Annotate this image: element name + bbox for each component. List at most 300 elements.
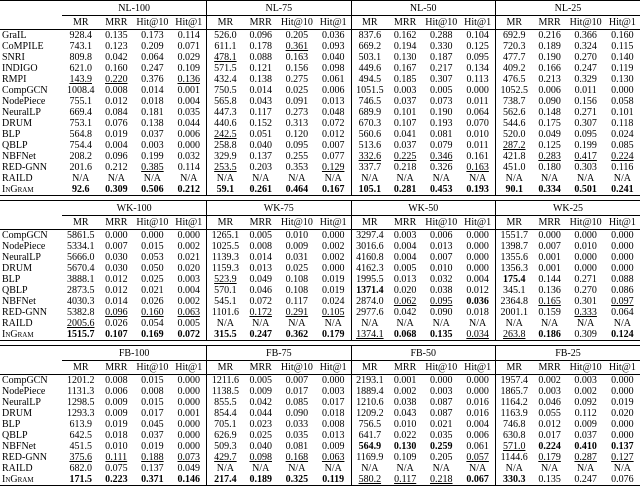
value-text: 0.225 [393, 151, 417, 162]
metric-value [422, 241, 460, 252]
metric-value [351, 329, 388, 341]
metric-value [133, 274, 171, 285]
value-text: 0.109 [177, 63, 201, 74]
table-row [0, 184, 640, 196]
value-text: 0.006 [321, 85, 345, 96]
metric-value [62, 274, 99, 285]
value-text: 0.012 [466, 285, 489, 296]
metric-value [422, 329, 460, 341]
metric-value [171, 96, 206, 107]
metric-value [351, 274, 388, 285]
value-text: 494.5 [358, 74, 382, 85]
value-text: 621.0 [69, 63, 92, 74]
metric-value [567, 230, 605, 242]
value-text: 451.0 [502, 162, 526, 173]
value-text: 0.019 [321, 285, 345, 296]
metric-value [533, 252, 567, 263]
metric-value [133, 463, 171, 474]
metric-value [495, 184, 532, 196]
metric-value [316, 52, 351, 63]
value-text: 0.117 [249, 107, 272, 118]
value-text: N/A [288, 463, 306, 474]
value-text: 0.092 [574, 397, 597, 408]
value-text: 0.015 [141, 241, 164, 252]
metric-value [244, 408, 278, 419]
method-name [0, 129, 62, 140]
value-text: 0.270 [574, 285, 597, 296]
metric-value [351, 430, 388, 441]
value-text: 0.075 [105, 463, 128, 474]
metric-value [316, 452, 351, 463]
metric-header: MRR [249, 17, 272, 28]
value-text: 0.000 [177, 375, 201, 386]
value-text: 447.3 [214, 107, 237, 118]
value-text: 0.041 [393, 129, 417, 140]
metric-value [207, 375, 244, 387]
value-text: 0.001 [538, 263, 561, 274]
value-text: 0.017 [141, 408, 164, 419]
metric-value [244, 274, 278, 285]
value-text: 0.007 [105, 241, 128, 252]
metric-value [605, 285, 640, 296]
value-text: 0.138 [141, 118, 164, 129]
metric-value [62, 285, 99, 296]
metric-value [99, 41, 133, 52]
value-text: 0.090 [430, 307, 453, 318]
value-text: 0.002 [321, 252, 345, 263]
value-text: 0.019 [321, 274, 345, 285]
value-text: 0.000 [574, 230, 597, 241]
value-text: 0.187 [430, 52, 453, 63]
value-text: 0.156 [285, 63, 309, 74]
metric-value [62, 74, 99, 85]
metric-value [244, 129, 278, 140]
value-text: 0.175 [538, 118, 561, 129]
metric-header: MRR [394, 362, 417, 373]
metric-value [278, 296, 316, 307]
metric-value [422, 184, 460, 196]
value-text: 0.101 [393, 107, 417, 118]
metric-value [207, 430, 244, 441]
value-text: 0.085 [611, 140, 634, 151]
metric-value [422, 252, 460, 263]
value-text: 0.140 [611, 52, 634, 63]
metric-value [567, 285, 605, 296]
metric-value [351, 307, 388, 318]
value-text: N/A [324, 318, 342, 329]
value-text: 0.064 [141, 52, 164, 63]
value-text: 0.021 [141, 285, 164, 296]
metric-value [278, 463, 316, 474]
value-text: 1551.7 [500, 230, 528, 241]
value-text: 0.146 [177, 474, 201, 485]
metric-value [567, 296, 605, 307]
method-name [0, 118, 62, 129]
metric-value [171, 140, 206, 151]
value-text: 0.017 [285, 386, 309, 397]
value-text: 0.019 [105, 419, 128, 430]
metric-value [316, 430, 351, 441]
metric-value [460, 129, 495, 140]
metric-header: Hit@1 [608, 217, 636, 228]
metric-header: Hit@10 [425, 217, 458, 228]
method-label: RED-GNN [2, 452, 47, 463]
value-text: 0.042 [105, 52, 128, 63]
value-text: 526.0 [214, 30, 237, 41]
value-text: 0.000 [177, 386, 201, 397]
metric-value [207, 74, 244, 85]
metric-value [460, 285, 495, 296]
value-text: 754.4 [69, 140, 92, 151]
value-text: 0.073 [177, 452, 201, 463]
metric-value [605, 408, 640, 419]
metric-value [244, 329, 278, 341]
metric-value [495, 230, 532, 242]
value-text: 0.033 [285, 419, 309, 430]
metric-value [244, 173, 278, 184]
metric-value [99, 285, 133, 296]
value-text: 0.205 [285, 30, 309, 41]
metric-value [316, 274, 351, 285]
metric-value [605, 74, 640, 85]
value-text: 0.273 [285, 107, 309, 118]
value-text: 0.271 [574, 107, 597, 118]
metric-value [567, 386, 605, 397]
metric-value [171, 173, 206, 184]
metric-value [422, 296, 460, 307]
value-text: 0.189 [249, 474, 272, 485]
metric-value [605, 230, 640, 242]
metric-value [207, 463, 244, 474]
metric-value [316, 441, 351, 452]
value-text: N/A [216, 463, 234, 474]
metric-value [533, 397, 567, 408]
value-text: 0.091 [285, 96, 309, 107]
value-text: 0.035 [430, 430, 453, 441]
value-text: 0.283 [538, 151, 561, 162]
value-text: 1163.9 [500, 408, 528, 419]
metric-value [99, 162, 133, 173]
metric-value [460, 430, 495, 441]
metric-value [351, 463, 388, 474]
value-text: 0.014 [249, 85, 272, 96]
method-label: DRUM [2, 118, 33, 129]
value-text: 0.072 [321, 118, 345, 129]
metric-value [422, 318, 460, 329]
metric-value [460, 408, 495, 419]
value-text: 0.111 [105, 452, 128, 463]
metric-value [133, 63, 171, 74]
table-row [0, 397, 640, 408]
value-text: 0.007 [285, 375, 309, 386]
value-text: 0.090 [285, 408, 309, 419]
value-text: 0.107 [393, 118, 417, 129]
metric-value [567, 329, 605, 341]
metric-value [460, 173, 495, 184]
metric-value [316, 118, 351, 129]
metric-value [99, 430, 133, 441]
metric-value [207, 441, 244, 452]
method-name [0, 151, 62, 162]
value-text: 0.109 [393, 452, 417, 463]
method-header-cell [0, 216, 62, 230]
dataset-name: NL-25 [495, 1, 640, 16]
metric-header: MRR [394, 17, 417, 28]
metric-value [244, 74, 278, 85]
metric-value [133, 397, 171, 408]
metric-value [62, 241, 99, 252]
metric-value [171, 375, 206, 387]
method-name [0, 162, 62, 173]
metric-value [99, 96, 133, 107]
metric-value [133, 230, 171, 242]
metric-value [460, 140, 495, 151]
value-text: 0.063 [321, 452, 345, 463]
dataset-header-row [0, 1, 640, 16]
metric-value [99, 274, 133, 285]
value-text: 1201.2 [66, 375, 95, 386]
value-text: N/A [577, 318, 595, 329]
metric-value [388, 52, 422, 63]
value-text: 175.4 [502, 274, 526, 285]
metric-value [567, 162, 605, 173]
metric-value [388, 430, 422, 441]
value-text: 0.275 [285, 74, 309, 85]
value-text: 0.137 [141, 463, 164, 474]
metric-value [99, 419, 133, 430]
value-text: 0.002 [393, 386, 417, 397]
method-label: CompGCN [2, 375, 48, 386]
metric-header: Hit@1 [319, 217, 347, 228]
metric-value [133, 140, 171, 151]
metric-value [278, 329, 316, 341]
dataset-name: WK-25 [495, 201, 640, 216]
value-text: 0.334 [538, 184, 561, 195]
value-text: 544.6 [502, 118, 526, 129]
value-text: 564.8 [69, 129, 92, 140]
metric-value [133, 263, 171, 274]
metric-value [278, 41, 316, 52]
value-text: 0.172 [249, 307, 272, 318]
value-text: 570.1 [214, 285, 237, 296]
metric-value [567, 263, 605, 274]
metric-value [133, 285, 171, 296]
value-text: 143.9 [69, 74, 92, 85]
dataset-name: FB-75 [207, 346, 351, 361]
value-text: N/A [180, 173, 198, 184]
value-text: 0.167 [321, 184, 345, 195]
metric-value [422, 463, 460, 474]
table-row [0, 329, 640, 341]
value-text: 2977.6 [356, 307, 384, 318]
value-text: 0.218 [393, 162, 417, 173]
metric-value [133, 52, 171, 63]
method-label: RMPI [2, 74, 27, 85]
value-text: 0.173 [141, 30, 164, 41]
table-row [0, 307, 640, 318]
value-text: 345.1 [502, 285, 526, 296]
metric-value [388, 285, 422, 296]
value-text: 330.3 [502, 474, 526, 485]
metric-value [316, 173, 351, 184]
value-text: 0.000 [466, 386, 489, 397]
value-text: 0.271 [574, 274, 597, 285]
metric-value [99, 375, 133, 387]
metric-header: MRR [105, 217, 128, 228]
metric-value [244, 285, 278, 296]
metric-value [133, 252, 171, 263]
value-text: 0.031 [285, 252, 309, 263]
value-text: N/A [540, 318, 559, 329]
value-text: 0.137 [249, 151, 272, 162]
metric-value [207, 408, 244, 419]
metric-value [567, 52, 605, 63]
metric-header: Hit@10 [280, 17, 313, 28]
metric-value [207, 274, 244, 285]
value-text: 2364.8 [500, 296, 528, 307]
value-text: 0.135 [538, 474, 561, 485]
metric-value [316, 263, 351, 274]
value-text: 0.117 [285, 296, 308, 307]
metric-value [171, 107, 206, 118]
metric-value [133, 41, 171, 52]
value-text: 0.333 [574, 307, 597, 318]
metric-value [62, 252, 99, 263]
method-name [0, 463, 62, 474]
metric-header: MRR [249, 362, 272, 373]
metric-value [133, 386, 171, 397]
value-text: 0.270 [574, 52, 597, 63]
metric-value [133, 318, 171, 329]
value-text: 0.125 [538, 140, 561, 151]
metric-value [460, 296, 495, 307]
method-name [0, 30, 62, 42]
value-text: 2001.1 [500, 307, 528, 318]
value-text: 0.167 [393, 63, 417, 74]
value-text: N/A [613, 173, 631, 184]
value-text: 332.6 [358, 151, 382, 162]
metric-value [351, 184, 388, 196]
metric-value [567, 41, 605, 52]
metric-value [388, 241, 422, 252]
value-text: 0.018 [105, 430, 128, 441]
value-text: 0.159 [538, 307, 561, 318]
value-text: 0.008 [249, 241, 272, 252]
metric-value [422, 151, 460, 162]
metric-value [278, 118, 316, 129]
value-text: 0.185 [393, 74, 417, 85]
table-row [0, 63, 640, 74]
metric-value [388, 318, 422, 329]
value-text: 0.179 [538, 452, 561, 463]
value-text: 0.117 [394, 474, 417, 485]
value-text: 1131.3 [67, 386, 95, 397]
value-text: 0.061 [321, 74, 345, 85]
value-text: 0.019 [611, 397, 634, 408]
value-text: 0.040 [321, 52, 345, 63]
metric-value [567, 463, 605, 474]
value-text: 0.287 [574, 452, 597, 463]
value-text: 0.002 [538, 375, 561, 386]
value-text: 0.212 [177, 184, 201, 195]
metric-value [278, 375, 316, 387]
value-text: 0.003 [321, 386, 345, 397]
metric-value [533, 463, 567, 474]
metric-value [244, 41, 278, 52]
metric-value [133, 296, 171, 307]
metric-value [244, 230, 278, 242]
metric-value [567, 107, 605, 118]
metric-value [460, 41, 495, 52]
metric-header: Hit@10 [569, 17, 602, 28]
metric-value [567, 408, 605, 419]
metric-value [351, 419, 388, 430]
method-name [0, 230, 62, 242]
value-text: 0.010 [574, 241, 597, 252]
metric-value [495, 118, 532, 129]
metric-value [62, 129, 99, 140]
metric-value [62, 430, 99, 441]
value-text: 0.223 [105, 474, 128, 485]
metric-value [99, 307, 133, 318]
metric-value [244, 52, 278, 63]
value-text: 0.160 [105, 63, 128, 74]
metric-value [244, 162, 278, 173]
value-text: 0.112 [574, 408, 597, 419]
metric-value [351, 52, 388, 63]
metric-value [278, 63, 316, 74]
value-text: 3016.6 [356, 241, 384, 252]
value-text: 0.043 [393, 408, 417, 419]
value-text: 409.2 [502, 63, 526, 74]
metric-value [316, 241, 351, 252]
value-text: 0.012 [105, 274, 128, 285]
value-text: 626.9 [214, 430, 237, 441]
value-text: 1356.3 [500, 263, 528, 274]
metric-header: Hit@10 [569, 217, 602, 228]
metric-header: MR [72, 217, 89, 228]
metric-value [316, 96, 351, 107]
metric-value [422, 41, 460, 52]
metric-value [316, 307, 351, 318]
metric-value [171, 63, 206, 74]
metric-value [495, 318, 532, 329]
metric-value [62, 296, 99, 307]
metric-value [244, 184, 278, 196]
metric-value [62, 85, 99, 96]
metric-value [567, 118, 605, 129]
metric-value [207, 397, 244, 408]
value-text: 0.135 [105, 30, 128, 41]
metric-value [244, 307, 278, 318]
value-text: 0.123 [105, 41, 128, 52]
value-text: 580.2 [358, 474, 382, 485]
metric-value [495, 30, 532, 42]
value-text: 4160.8 [356, 252, 384, 263]
metric-value [533, 41, 567, 52]
metric-value [133, 430, 171, 441]
value-text: 1139.3 [211, 252, 239, 263]
metric-header: MR [207, 361, 244, 375]
metric-value [533, 74, 567, 85]
value-text: 440.6 [214, 118, 237, 129]
value-text: 2005.6 [66, 318, 95, 329]
method-name [0, 419, 62, 430]
metric-value [99, 140, 133, 151]
value-text: 0.010 [105, 441, 128, 452]
value-text: 0.193 [430, 118, 453, 129]
metric-header: Hit@1 [319, 17, 347, 28]
